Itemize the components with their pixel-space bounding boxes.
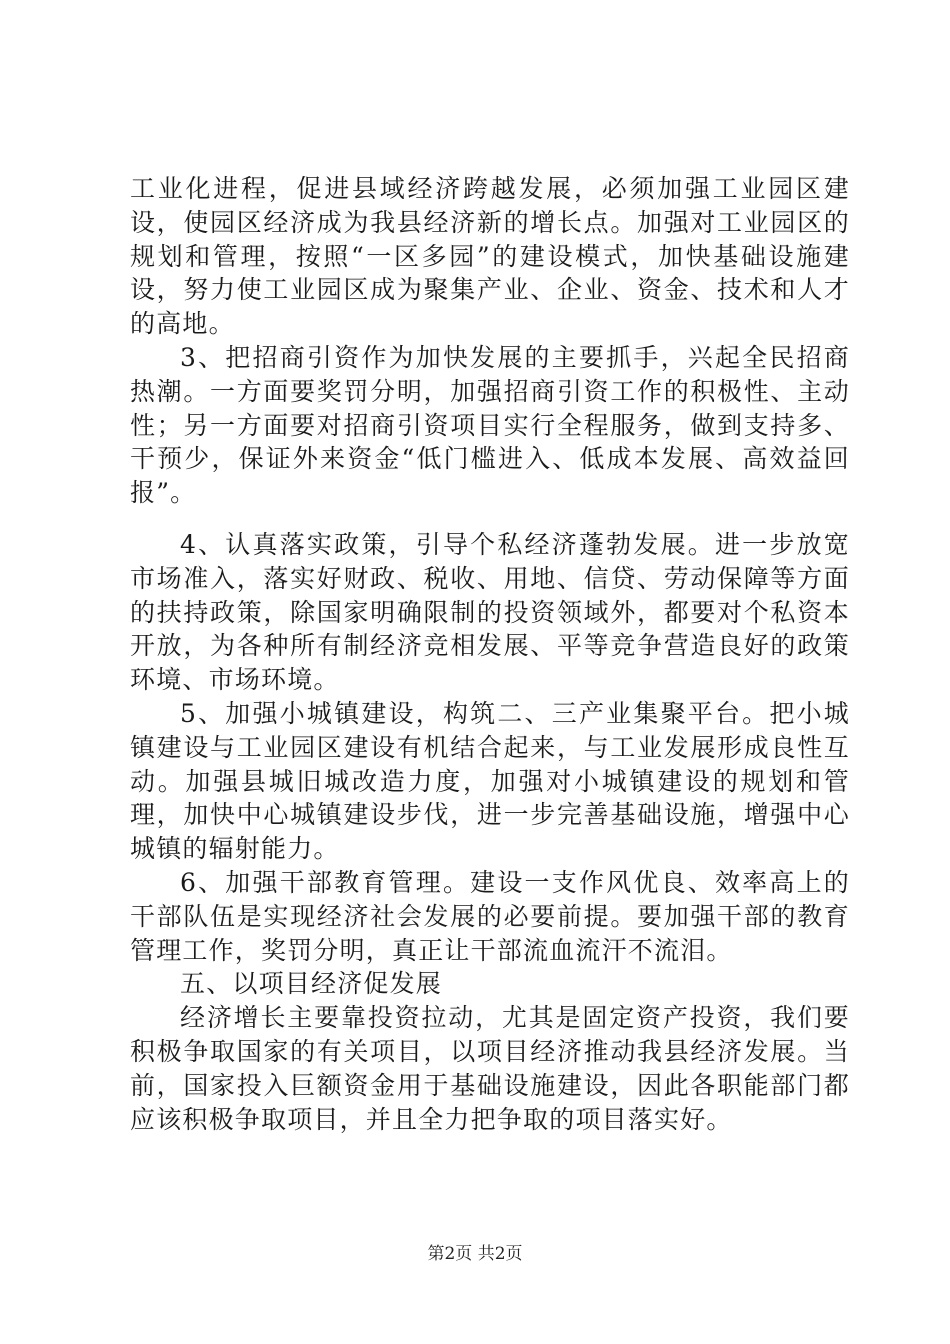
- paragraph-item-4: 4、认真落实政策，引导个私经济蓬勃发展。进一步放宽市场准入，落实好财政、税收、用地、信贷、劳动保障等方面的扶持政策，除国家明确限制的投资领域外，都要对个私资本开放，为各种所有制经济竞相发展、平等竞争营造良好的政策环境、市场环境。: [130, 529, 850, 695]
- page-footer: 第2页 共2页: [427, 1244, 523, 1264]
- paragraph-continuation: 工业化进程，促进县域经济跨越发展，必须加强工业园区建设，使园区经济成为我县经济新的增长点。加强对工业园区的规划和管理，按照“一区多园”的建设模式，加快基础设施建设，努力使工业园区成为聚集产业、企业、资金、技术和人才的高地。: [130, 174, 850, 339]
- paragraph-item-3: 3、把招商引资作为加快发展的主要抓手，兴起全民招商热潮。一方面要奖罚分明，加强招商引资工作的积极性、主动性；另一方面要对招商引资项目实行全程服务，做到支持多、干预少，保证外来资金“低门槛进入、低成本发展、高效益回报”。: [130, 342, 850, 508]
- section-heading: 五、以项目经济促发展: [180, 969, 443, 999]
- paragraph-item-6: 6、加强干部教育管理。建设一支作风优良、效率高上的干部队伍是实现经济社会发展的必要前提。要加强干部的教育管理工作，奖罚分明，真正让干部流血流汗不流泪。: [130, 867, 850, 965]
- paragraph-section-5: 经济增长主要靠投资拉动，尤其是固定资产投资，我们要积极争取国家的有关项目，以项目经济推动我县经济发展。当前，国家投入巨额资金用于基础设施建设，因此各职能部门都应该积极争取项目，并且全力把争取的项目落实好。: [130, 1003, 850, 1134]
- paragraph-item-5: 5、加强小城镇建设，构筑二、三产业集聚平台。把小城镇建设与工业园区建设有机结合起来，与工业发展形成良性互动。加强县城旧城改造力度，加强对小城镇建设的规划和管理，加快中心城镇建设步伐，进一步完善基础设施，增强中心城镇的辐射能力。: [130, 698, 850, 864]
- document-body: [130, 172, 850, 1136]
